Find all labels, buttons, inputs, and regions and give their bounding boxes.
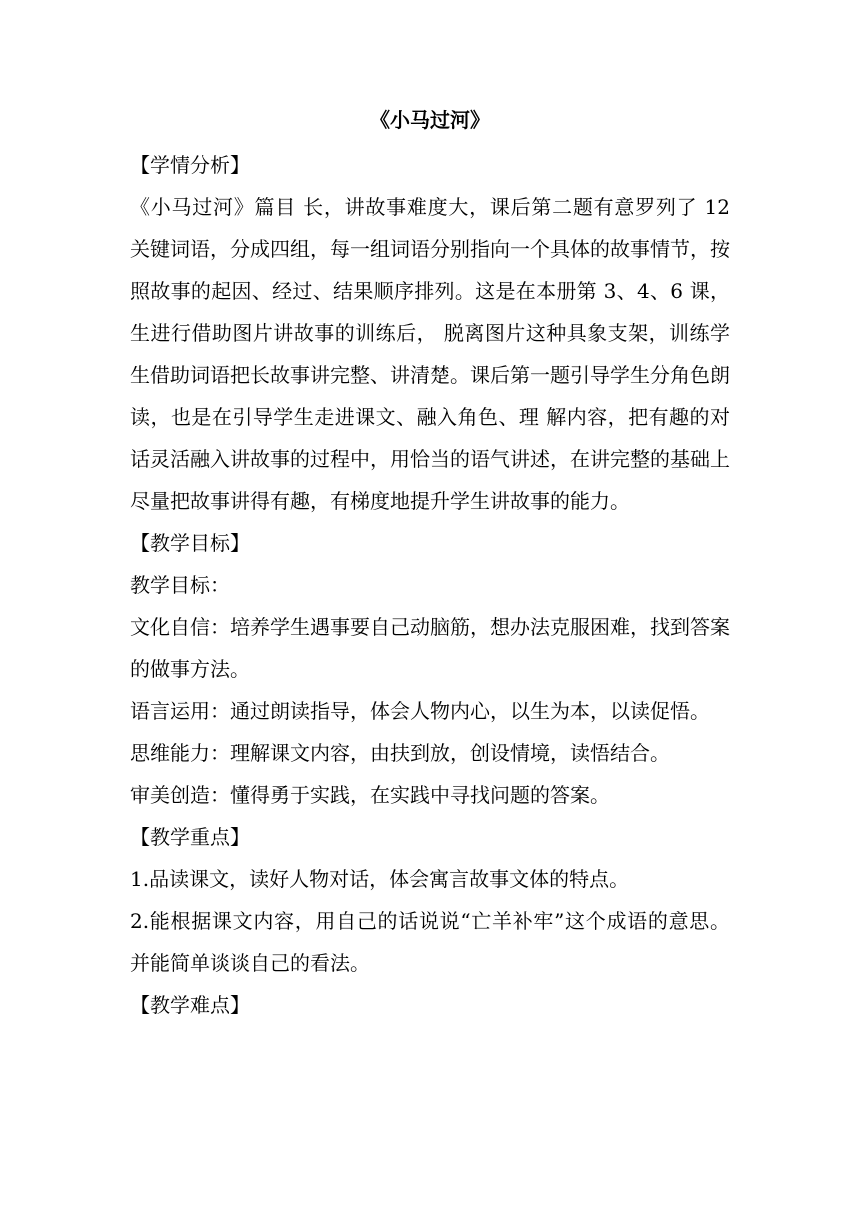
- analysis-line: 尽量把故事讲得有趣，有梯度地提升学生讲故事的能力。: [130, 489, 630, 513]
- goal-culture-line: 的做事方法。: [130, 657, 250, 681]
- section-heading-difficulties: 【教学难点】: [130, 993, 250, 1017]
- document-page: [130, 100, 730, 1030]
- analysis-paragraph: [130, 190, 730, 518]
- analysis-line: 生进行借助图片讲故事的训练后， 脱离图片这种具象支架，训练学: [130, 321, 730, 345]
- analysis-line: 生借助词语把长故事讲完整、讲清楚。课后第一题引导学生分角色朗: [130, 363, 730, 387]
- analysis-line: 《小马过河》篇目 长，讲故事难度大，课后第二题有意罗列了 12: [130, 195, 730, 219]
- section-heading-goals: 【教学目标】: [130, 531, 250, 555]
- section-heading-analysis: 【学情分析】: [130, 153, 250, 177]
- analysis-line: 读，也是在引导学生走进课文、融入角色、理 解内容，把有趣的对: [130, 405, 730, 429]
- document-title: 《小马过河》: [370, 108, 490, 132]
- key-point-2: [130, 904, 730, 980]
- key-point-2-line: 2.能根据课文内容，用自己的话说说“亡羊补牢”这个成语的意思。: [130, 909, 730, 933]
- goal-culture-line: 文化自信：培养学生遇事要自己动脑筋，想办法克服困难，找到答案: [130, 615, 730, 639]
- section-heading-key-points: 【教学重点】: [130, 825, 250, 849]
- key-point-2-line: 并能简单谈谈自己的看法。: [130, 951, 370, 975]
- key-point-1: 1.品读课文，读好人物对话，体会寓言故事文体的特点。: [130, 867, 630, 891]
- goal-culture: [130, 610, 730, 686]
- analysis-line: 关键词语，分成四组，每一组词语分别指向一个具体的故事情节，按: [130, 237, 730, 261]
- goal-thinking: 思维能力：理解课文内容，由扶到放，创设情境，读悟结合。: [130, 741, 670, 765]
- goals-intro: 教学目标：: [130, 573, 230, 597]
- analysis-line: 照故事的起因、经过、结果顺序排列。这是在本册第 3、4、6 课，: [130, 279, 730, 303]
- analysis-line: 话灵活融入讲故事的过程中，用恰当的语气讲述，在讲完整的基础上: [130, 447, 730, 471]
- goal-language: 语言运用：通过朗读指导，体会人物内心，以生为本，以读促悟。: [130, 699, 710, 723]
- goal-aesthetic: 审美创造：懂得勇于实践，在实践中寻找问题的答案。: [130, 783, 610, 807]
